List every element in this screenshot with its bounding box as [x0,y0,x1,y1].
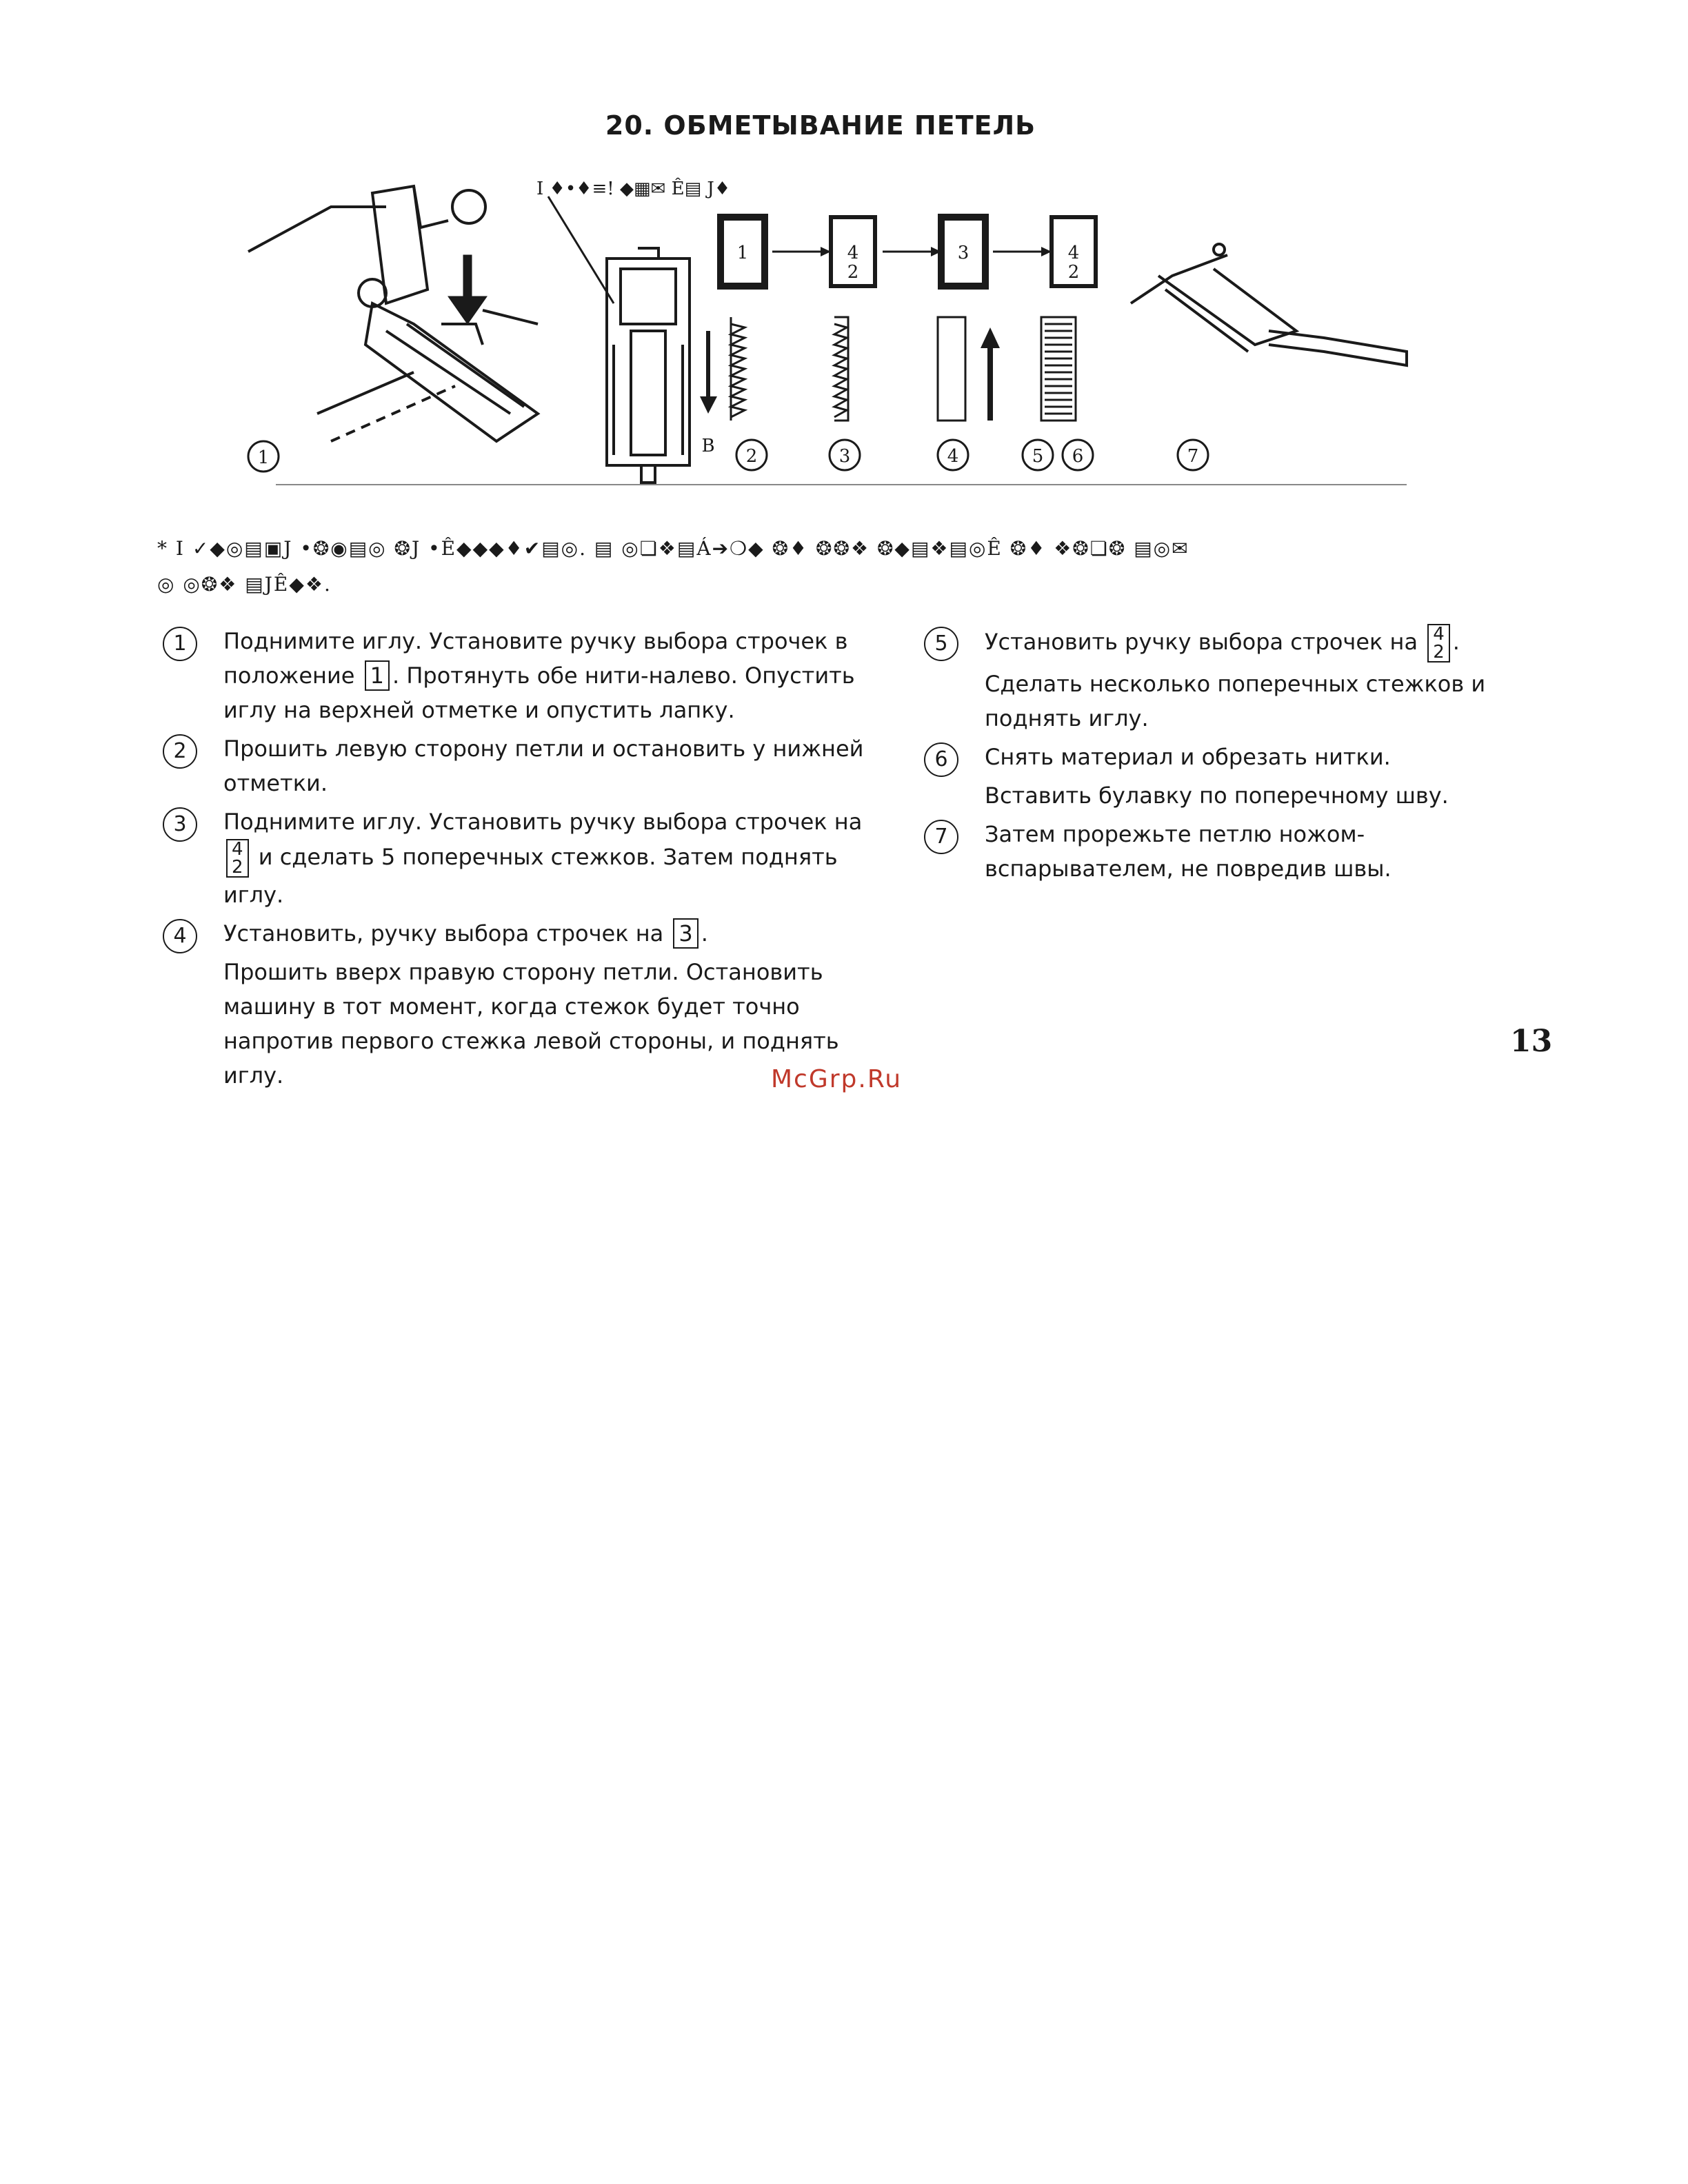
step-text: . [701,920,708,947]
sew-down-arrow-icon [700,331,717,414]
step-text: Поднимите иглу. Установите ручку выбора строчек в положение [223,628,848,689]
pattern-fraction-box: 4 2 [226,839,249,878]
figure-garbled-label: I ♦•♦≡! ◆▦✉ Ê▤ J♦ [536,179,731,199]
step-text: . Протянуть обе нити-налево. Опустить иглу на верхней отметке и опустить лапку. [223,663,855,723]
page-title: 20. ОБМЕТЫВАНИЕ ПЕТЕЛЬ [605,110,1036,141]
garbled-note-line-1: * I ✓◆◎▤▣J •❂◉▤◎ ❂J •Ê◆◆◆♦✔▤◎. ▤ ◎❏❖▤Á➔❍◆ ❂♦ ❂❂❖ ❂◆▤❖▤◎Ê ❂♦ ❖❂❏❂ ▤◎✉ [157,537,1189,560]
sewing-foot-illustration [248,186,538,441]
step-number: 6 [924,742,958,777]
step-circle-1-label: 1 [257,447,270,468]
garbled-note-line-2: ◎ ◎❂❖ ▤JÊ◆❖. [157,573,332,596]
step-text: Поднимите иглу. Установить ручку выбора строчек на [223,809,863,835]
buttonhole-foot-illustration [607,248,690,483]
step-number: 7 [924,820,958,854]
step-3 [163,805,873,912]
step-2 [163,731,873,800]
watermark: McGrp.Ru [771,1065,903,1093]
step-text: Установить, ручку выбора строчек на [223,920,671,947]
pattern-box-3-label: 3 [957,243,969,263]
step-text-extra: Прошить вверх правую сторону петли. Остановить машину в тот момент, когда стежок будет точно напротив первого стежка левой стороны, и поднять иглу. [223,959,839,1089]
step-1 [163,624,873,727]
pattern-box-4-label: 4 2 [1067,243,1080,283]
step-7 [924,817,1496,886]
step-text-extra: Сделать несколько поперечных стежков и поднять иглу. [985,671,1486,731]
stitch-illustrations [731,317,1076,421]
instructions-left-column [163,624,873,1097]
step-text: . [1452,629,1460,655]
step-circle-2-label: 2 [745,446,758,467]
step-text: Установить ручку выбора строчек на [985,629,1425,655]
step-circle-4-label: 4 [947,446,959,467]
pattern-box-1-label: 1 [736,243,749,263]
step-text-extra: Вставить булавку по поперечному шву. [985,782,1449,809]
step-circle-7-label: 7 [1187,446,1199,467]
step-number: 4 [163,919,197,953]
step-4 [163,916,873,1093]
step-number: 5 [924,627,958,661]
sew-up-arrow-icon [981,327,1000,421]
step-number: 3 [163,807,197,842]
b-label: B [701,436,715,456]
garbled-note [157,531,1509,603]
step-text: Снять материал и обрезать нитки. [985,744,1391,770]
step-number: 2 [163,734,197,769]
page-number: 13 [1510,1024,1553,1059]
step-circle-5-label: 5 [1032,446,1044,467]
pattern-fraction-box: 4 2 [1427,624,1450,663]
seam-ripper-illustration [1131,244,1407,365]
pattern-box-2-label: 4 2 [847,243,859,283]
buttonhole-figure [0,0,1688,524]
pattern-number-box: 3 [673,918,698,949]
step-number: 1 [163,627,197,661]
instructions-right-column [924,624,1496,890]
step-5 [924,624,1496,736]
pattern-number-box: 1 [365,660,390,691]
step-text: Прошить левую сторону петли и остановить у нижней отметки. [223,736,864,796]
step-circle-3-label: 3 [838,446,851,467]
pattern-sequence [721,217,1096,286]
step-6 [924,740,1496,813]
step-text: и сделать 5 поперечных стежков. Затем поднять иглу. [223,844,838,908]
step-circle-6-label: 6 [1072,446,1084,467]
step-text: Затем прорежьте петлю ножом-вспарывателем, не повредив швы. [985,821,1391,882]
down-arrow-icon [448,255,487,324]
